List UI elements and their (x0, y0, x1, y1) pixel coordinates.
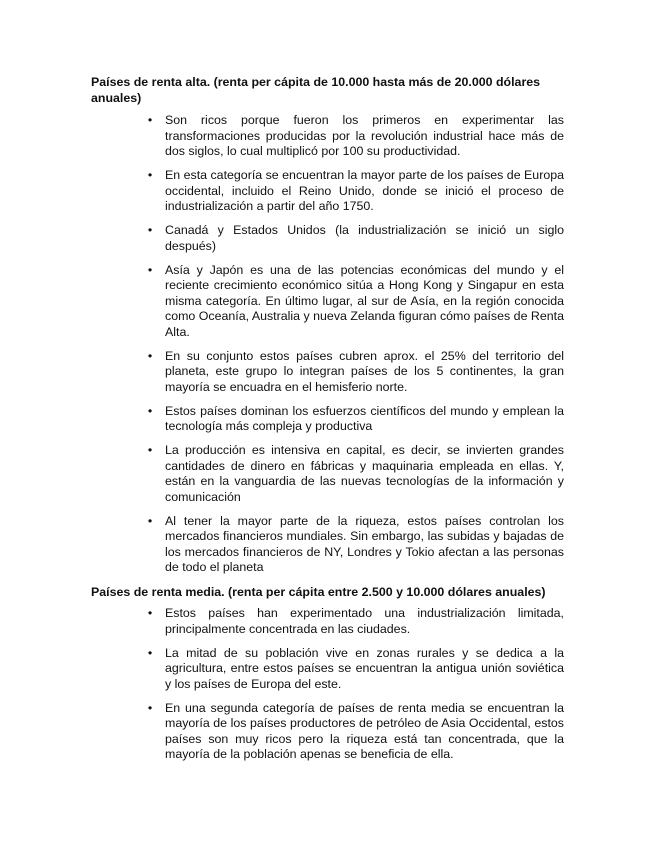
bullet-icon: • (147, 262, 153, 277)
list-item: • La producción es intensiva en capital, es decir, se invierten grandes cantidades de dinero en fábricas y maquinaria empleada en ellas. Y, están en la vanguardia de las nuevas tecnologías de la información y comunicación (165, 443, 564, 505)
bullet-icon: • (147, 700, 153, 715)
heading-middle-income: Países de renta media. (renta per cápita entre 2.500 y 10.000 dólares anuales) (91, 585, 546, 599)
bullet-icon: • (147, 606, 153, 620)
list-item: • Al tener la mayor parte de la riqueza, estos países controlan los mercados financieros mundiales. Sin embargo, las subidas y bajadas de los mercados financieros de NY, Londres y Tokio afectan a las personas de todo el planeta (165, 514, 564, 576)
list-item: • La mitad de su población vive en zonas rurales y se dedica a la agricultura, entre estos países se encuentran la antigua unión soviética y los países de Europa del este. (165, 646, 564, 693)
list-item: • En esta categoría se encuentran la mayor parte de los países de Europa occidental, incluido el Reino Unido, donde se inició el proceso de industrialización a partir del año 1750. (165, 168, 564, 215)
bullet-icon: • (147, 113, 153, 127)
middle-income-list (91, 606, 564, 763)
list-item: • Son ricos porque fueron los primeros en experimentar las transformaciones producidas por la revolución industrial hace más de dos siglos, lo cual multiplicó por 100 su productividad. (165, 113, 564, 160)
bullet-icon: • (147, 645, 153, 660)
bullet-icon: • (147, 403, 153, 418)
bullet-icon: • (147, 223, 153, 237)
list-item: • Asía y Japón es una de las potencias económicas del mundo y el reciente crecimiento económico sitúa a Hong Kong y Singapur en esta misma categoría. En último lugar, al sur de Asía, en la región conocida como Oceanía, Australia y nueva Zelanda figuran cómo países de Renta Alta. (165, 263, 564, 341)
document-content (91, 74, 564, 771)
list-item: • En una segunda categoría de países de renta media se encuentran la mayoría de los países productores de petróleo de Asia Occidental, estos países son muy ricos pero la riqueza está tan concentrada, que la mayoría de la población apenas se beneficia de ella. (165, 701, 564, 763)
list-item: • En su conjunto estos países cubren aprox. el 25% del territorio del planeta, este grupo lo integran países de los 5 continentes, la gran mayoría se encuadra en el hemisferio norte. (165, 349, 564, 396)
list-item: • Estos países dominan los esfuerzos científicos del mundo y emplean la tecnología más compleja y productiva (165, 404, 564, 435)
bullet-icon: • (147, 443, 153, 457)
bullet-icon: • (147, 348, 153, 363)
bullet-icon: • (147, 168, 153, 182)
heading-high-income: Países de renta alta. (renta per cápita de 10.000 hasta más de 20.000 dólares anuales) (91, 75, 541, 105)
list-item: • Canadá y Estados Unidos (la industrialización se inició un siglo después) (165, 223, 564, 254)
bullet-icon: • (147, 513, 153, 528)
high-income-list (91, 113, 564, 576)
list-item: • Estos países han experimentado una industrialización limitada, principalmente concentrada en las ciudades. (165, 606, 564, 637)
